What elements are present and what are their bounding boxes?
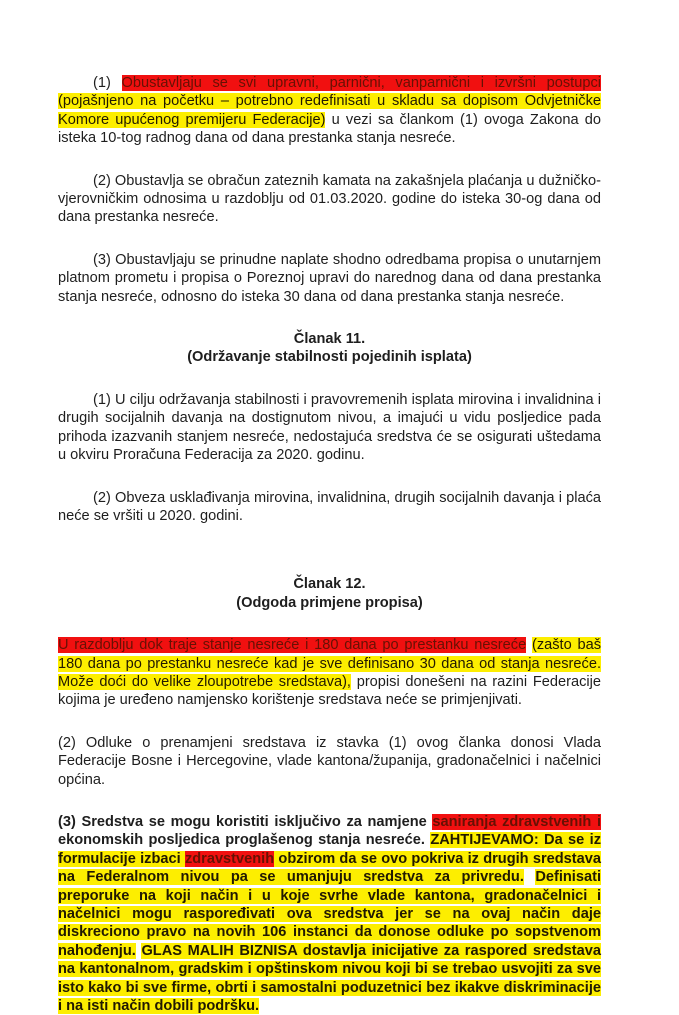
highlighted-text-yellow: Definisati preporuke na koji način i u koje svrhe vlade kantona, gradonačelnici i načelnici mogu raspoređivati ova sredstva jer se na ovaj način daje diskreciono pravo na novih 106 instanci da donose odluke po sopstvenom nahođenju. (58, 869, 601, 959)
section-heading-line: (Odgoda primjene propisa) (236, 594, 423, 611)
section-heading (58, 575, 601, 612)
highlighted-text-yellow: (pojašnjeno na početku – potrebno redefinisati u skladu sa dopisom Odvjetničke Komore upućenog premijeru Federacije) (58, 93, 601, 128)
highlighted-text-yellow: ZAHTIJEVAMO: Da se iz formulacije izbaci (58, 832, 601, 867)
text-segment: (2) Obveza usklađivanja mirovina, invalidnina, drugih socijalnih davanja i plaća neće se vršiti u 2020. godini. (58, 489, 601, 524)
text-segment: u vezi sa člankom (1) ovoga Zakona do isteka 10-tog radnog dana od dana prestanka stanja nesreće. (58, 111, 601, 147)
text-segment (524, 869, 535, 885)
paragraph (58, 813, 601, 1015)
section-heading-line: (Održavanje stabilnosti pojedinih isplata) (187, 349, 472, 366)
highlighted-text-yellow: (zašto baš 180 dana po prestanku nesreće kad je sve definisano 30 dana od stanja nesreće. Može doći do velike zloupotrebe sredstava), (58, 637, 601, 690)
paragraph (58, 251, 601, 306)
section-heading-line: Članak 12. (293, 576, 366, 593)
text-segment: (1) (93, 75, 122, 91)
text-segment: (2) Odluke o prenamjeni sredstava iz stavka (1) ovog članka donosi Vlada Federacije Bosne i Hercegovine, vlade kantona/županija, gradonačelnici i načelnici općina. (58, 734, 601, 788)
paragraph (58, 489, 601, 526)
section-heading-line: Članak 11. (293, 331, 366, 348)
document-body (58, 74, 601, 1015)
text-segment: (1) U cilju održavanja stabilnosti i pravovremenih isplata mirovina i invalidnina i drugih socijalnih davanja na dostignutom nivou, a imajući u vidu posljedice pada prihoda izazvanih stanjem nesreće, nedostajuća sredstva će se osigurati uštedama u okviru Proračuna Federacija za 2020. godinu. (58, 391, 601, 464)
text-segment: ekonomskih posljedica proglašenog stanja nesreće. (58, 832, 431, 849)
highlighted-text-red: Obustavljaju se svi upravni, parnični, vanparnični i izvršni postupci (121, 75, 601, 91)
highlighted-text-yellow: GLAS MALIH BIZNISA dostavlja inicijative za raspored sredstava na kantonalnom, gradskim i opštinskom nivou koji bi se trebao usvojiti za sve isto kako bi sve firme, obrti i samostalni poduzetnici bez ikakve diskriminacije i na isti način dobili podršku. (58, 942, 601, 1015)
paragraph (58, 734, 601, 789)
paragraph (58, 74, 601, 148)
text-segment: (3) Sredstva se mogu koristiti isključivo za namjene (58, 813, 433, 830)
paragraph (58, 636, 601, 710)
section-heading (58, 330, 601, 367)
text-segment: propisi donešeni na razini Federacije kojima je uređeno namjensko korištenje sredstava neće se primjenjivati. (58, 673, 602, 709)
highlighted-text-yellow: obzirom da se ovo pokriva iz drugih sredstava na Federalnom nivou pa se umanjuju sredstva za privredu. (58, 850, 601, 886)
paragraph (58, 172, 601, 227)
highlighted-text-red: U razdoblju dok traje stanje nesreće i 180 dana po prestanku nesreće (58, 637, 527, 654)
highlighted-text-red: saniranja zdravstvenih i (432, 813, 601, 830)
text-segment: (2) Obustavlja se obračun zateznih kamata na zakašnjela plaćanja u dužničko-vjerovničkim odnosima u razdoblju od 01.03.2020. godine do isteka 30-og dana od dana prestanka nesreće. (58, 172, 601, 226)
highlighted-text-red: zdravstvenih (184, 850, 275, 867)
text-segment: (3) Obustavljaju se prinudne naplate shodno odredbama propisa o unutarnjem platnom prometu i propisa o Poreznoj upravi do narednog dana od dana prestanka stanja nesreće, odnosno do isteka 30 dana od dana prestanka stanja nesreće. (58, 251, 601, 305)
paragraph (58, 391, 601, 465)
